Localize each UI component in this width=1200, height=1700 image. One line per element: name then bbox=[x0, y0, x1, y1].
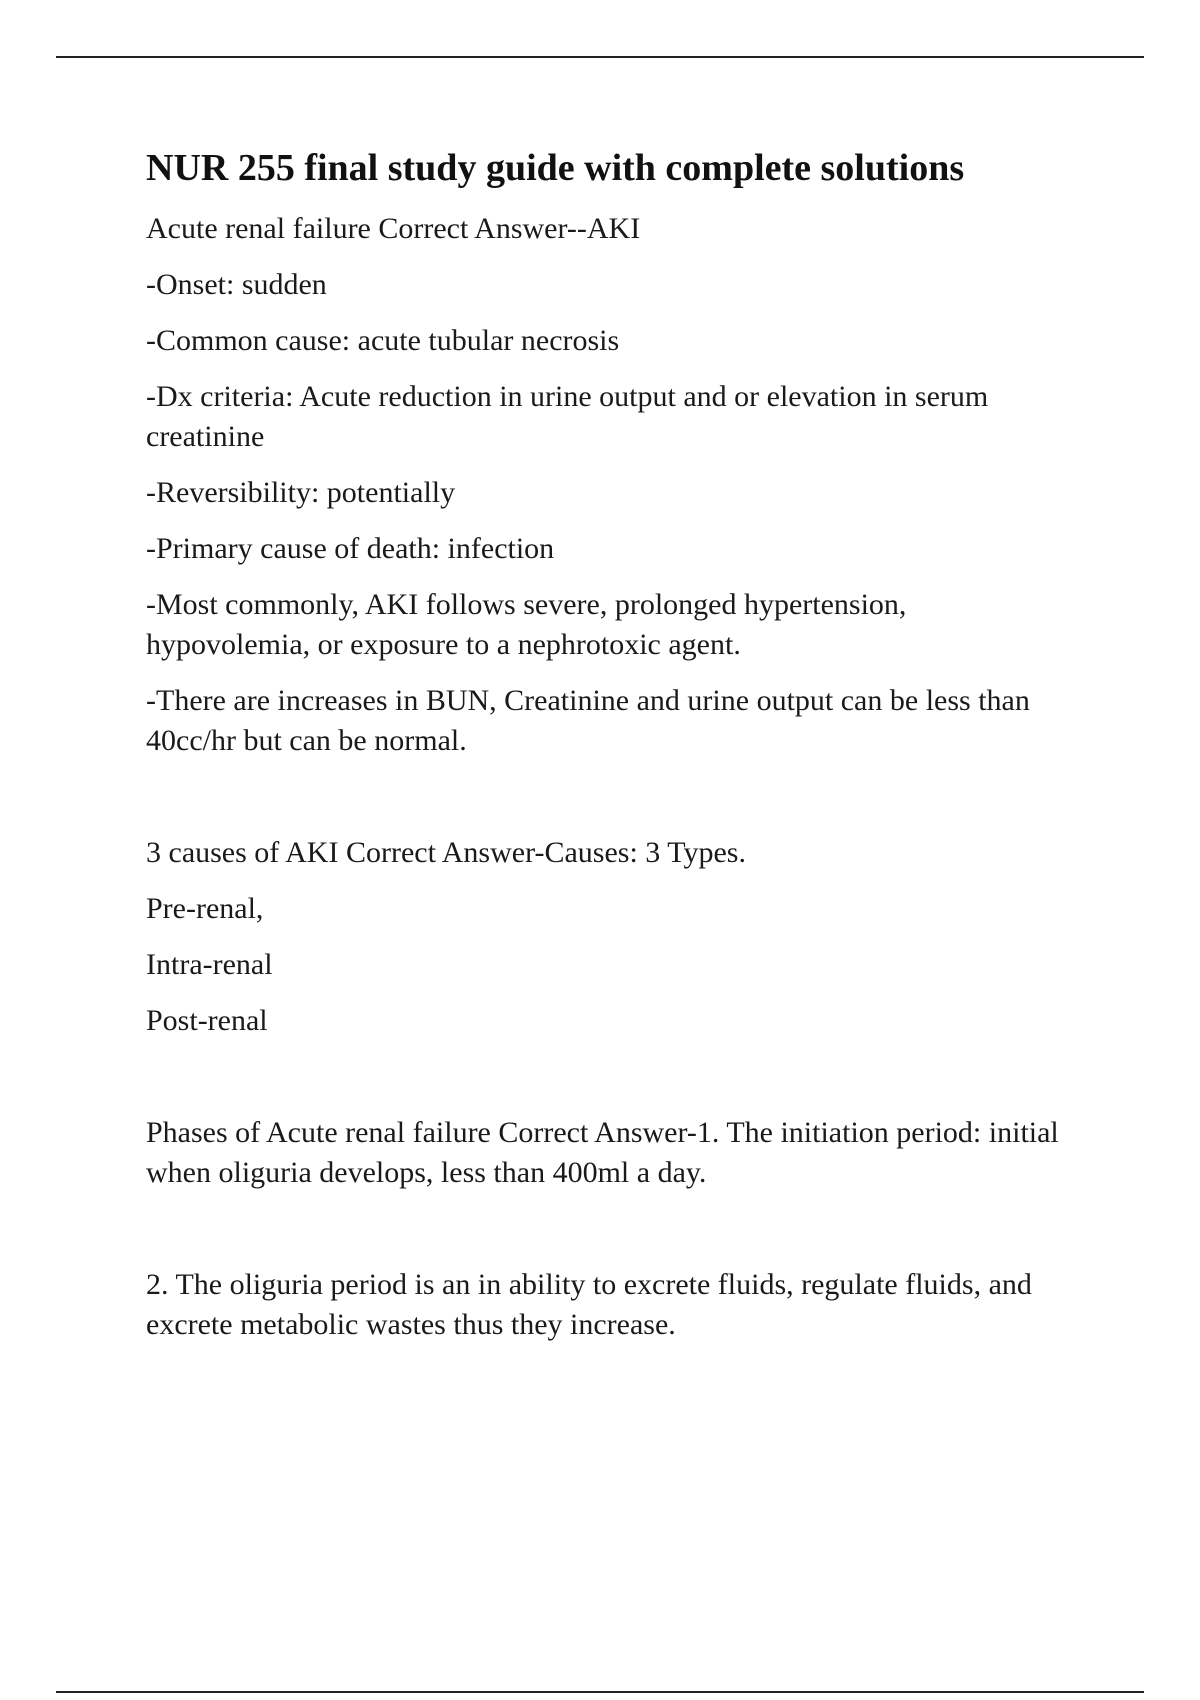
answer-line: -Common cause: acute tubular necrosis bbox=[146, 324, 620, 357]
answer-line: -Dx criteria: Acute reduction in urine output and or elevation in serum creatinine bbox=[146, 380, 989, 453]
answer-line: 3 causes of AKI Correct Answer-Causes: 3 Types. bbox=[146, 836, 746, 869]
answer-line: -Onset: sudden bbox=[146, 268, 327, 301]
answer-line: -Most commonly, AKI follows severe, prolonged hypertension, hypovolemia, or exposure to a nephrotoxic agent. bbox=[146, 588, 907, 661]
document-title: NUR 255 final study guide with complete solutions bbox=[146, 147, 965, 189]
answer-line: Pre-renal, bbox=[146, 892, 264, 925]
section-phases-oliguria bbox=[146, 1265, 1076, 1345]
answer-line: Post-renal bbox=[146, 1004, 268, 1037]
answer-line: -There are increases in BUN, Creatinine and urine output can be less than 40cc/hr but can be normal. bbox=[146, 684, 1030, 757]
section-causes-of-aki bbox=[146, 833, 1076, 1041]
answer-line: 2. The oliguria period is an in ability to excrete fluids, regulate fluids, and excrete metabolic wastes thus they increase. bbox=[146, 1268, 1032, 1341]
answer-line: -Primary cause of death: infection bbox=[146, 532, 555, 565]
section-phases-initiation bbox=[146, 1113, 1076, 1193]
answer-line: Intra-renal bbox=[146, 948, 273, 981]
answer-line: -Reversibility: potentially bbox=[146, 476, 456, 509]
answer-line: Acute renal failure Correct Answer--AKI bbox=[146, 212, 641, 245]
answer-line: Phases of Acute renal failure Correct Answer-1. The initiation period: initial when oliguria develops, less than 400ml a day. bbox=[146, 1116, 1059, 1189]
bottom-rule bbox=[56, 1691, 1144, 1693]
top-rule bbox=[56, 56, 1144, 58]
document-body bbox=[146, 146, 1076, 1361]
section-acute-renal-failure bbox=[146, 209, 1076, 761]
